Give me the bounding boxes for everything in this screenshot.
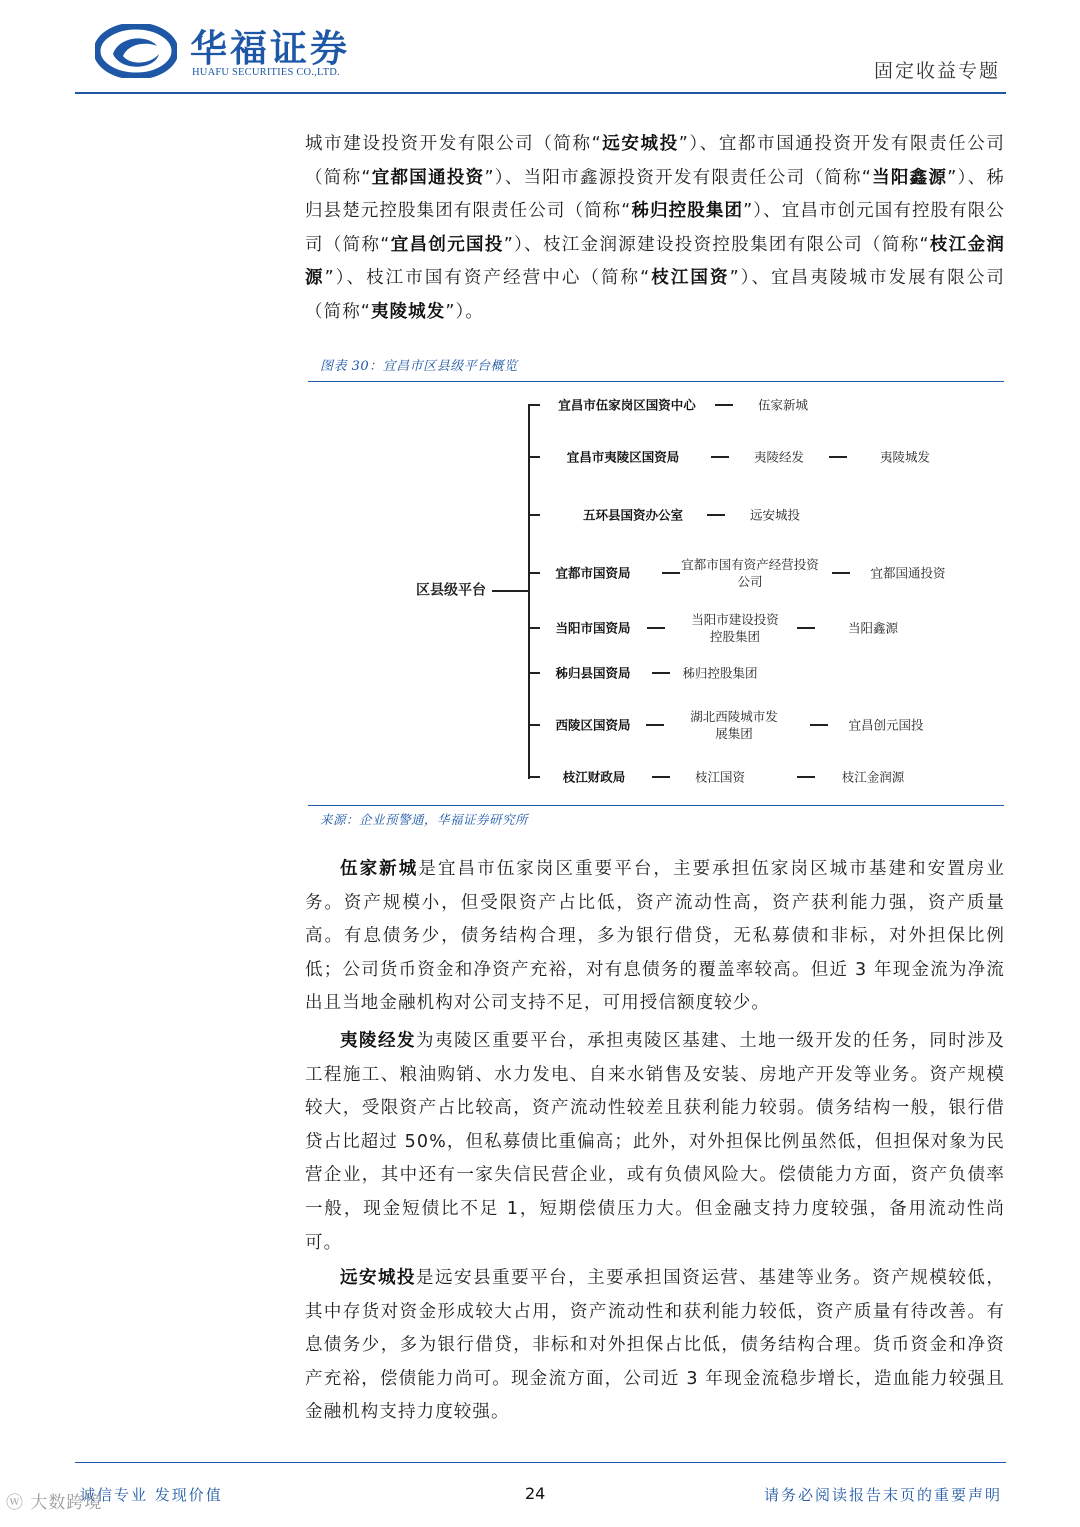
tree-link-dash	[646, 724, 664, 726]
tree-parent-node: 西陵区国资局	[555, 717, 631, 733]
tree-link-dash	[711, 456, 729, 458]
tree-root-node: 区县级平台	[416, 582, 486, 599]
tree-branch-connector	[528, 456, 540, 458]
tree-child-node: 枝江国资	[694, 769, 746, 785]
tree-branch-connector	[528, 514, 540, 516]
brand-name-cn: 华福证券	[190, 26, 350, 70]
tree-link-dash	[829, 456, 847, 458]
figure-top-rule	[308, 381, 1004, 382]
tree-child-node: 湖北西陵城市发 展集团	[690, 709, 778, 741]
paragraph-yiling: 夷陵经发为夷陵区重要平台，承担夷陵区基建、土地一级开发的任务，同时涉及工程施工、粮油购销、水力发电、自来水销售及安装、房地产开发等业务。资产规模较大，受限资产占比较高，资产流动性较差且获利能力较弱。债务结构一般，银行借贷占比超过 50%，但私募债比重偏高；此外，对外担保比例虽然低，但担保对象为民营企业，其中还有一家失信民营企业，或有负债风险大。偿债能力方面，资产负债率一般，现金短债比不足 1，短期偿债压力大。但金融支持力度较强，备用流动性尚可。	[305, 1031, 1005, 1253]
tree-child-node: 夷陵经发	[753, 449, 805, 465]
tree-parent-node: 宜都市国资局	[555, 565, 631, 581]
tree-parent-node: 当阳市国资局	[555, 620, 631, 636]
header-divider	[75, 92, 1006, 94]
section-title: 固定收益专题	[873, 60, 1000, 82]
watermark: ⓦ 大数跨境	[6, 1493, 103, 1513]
tree-link-dash	[797, 776, 815, 778]
brand-name-en: HUAFU SECURITIES CO.,LTD.	[192, 67, 340, 78]
tree-branch-connector	[528, 776, 540, 778]
tree-parent-node: 五环县国资办公室	[582, 507, 684, 523]
figure-caption: 图表 30：宜昌市区县级平台概览	[320, 359, 518, 374]
tree-child-node: 夷陵城发	[879, 449, 931, 465]
tree-parent-node: 秭归县国资局	[555, 665, 631, 681]
tree-branch-connector	[528, 404, 540, 406]
tree-child-node: 当阳市建设投资 控股集团	[691, 612, 779, 644]
tree-parent-node: 宜昌市伍家岗区国资中心	[558, 397, 696, 413]
tree-link-dash	[662, 572, 680, 574]
paragraph-wujia: 伍家新城是宜昌市伍家岗区重要平台，主要承担伍家岗区城市基建和安置房业务。资产规模小，但受限资产占比低，资产流动性高，资产获利能力强，资产质量高。有息债务少，债务结构合理，多为银行借贷，无私募债和非标，对外担保比例低；公司货币资金和净资产充裕，对有息债务的覆盖率较高。但近 3 年现金流为净流出且当地金融机构对公司支持不足，可用授信额度较少。	[305, 859, 1005, 1014]
tree-parent-node: 宜昌市夷陵区国资局	[566, 449, 680, 465]
tree-link-dash	[797, 627, 815, 629]
tree-root-connector	[492, 590, 528, 592]
tree-link-dash	[652, 776, 670, 778]
tree-child-node: 当阳鑫源	[847, 620, 899, 636]
tree-child-node: 秭归控股集团	[682, 665, 758, 681]
tree-link-dash	[647, 627, 665, 629]
paragraph-yuanan: 远安城投是远安县重要平台，主要承担国资运营、基建等业务。资产规模较低，其中存货对资金形成较大占用，资产流动性和获利能力较低，资产质量有待改善。有息债务少，多为银行借贷，非标和对外担保占比低，债务结构合理。货币资金和净资产充裕，偿债能力尚可。现金流方面，公司近 3 年现金流稳步增长，造血能力较强且金融机构支持力度较强。	[305, 1268, 1005, 1423]
tree-child-node: 枝江金润源	[841, 769, 905, 785]
figure-source: 来源：企业预警通，华福证券研究所	[320, 812, 529, 827]
footer-slogan: 诚信专业 发现价值	[80, 1486, 223, 1504]
tree-parent-node: 枝江财政局	[562, 769, 626, 785]
tree-trunk	[528, 405, 530, 779]
tree-child-node: 宜都市国有资产经营投资 公司	[681, 557, 819, 589]
tree-child-node: 宜都国通投资	[870, 565, 946, 581]
tree-child-node: 宜昌创元国投	[848, 717, 924, 733]
tree-branch-connector	[528, 572, 540, 574]
page-number: 24	[525, 1484, 546, 1503]
tree-link-dash	[715, 404, 733, 406]
tree-child-node: 伍家新城	[757, 397, 809, 413]
tree-child-node: 远安城投	[749, 507, 801, 523]
platform-tree-diagram	[300, 385, 1010, 803]
footer-divider	[75, 1462, 1006, 1463]
tree-branch-connector	[528, 627, 540, 629]
figure-bottom-rule	[308, 805, 1004, 806]
tree-link-dash	[810, 724, 828, 726]
tree-link-dash	[707, 514, 725, 516]
footer-disclaimer: 请务必阅读报告末页的重要声明	[763, 1486, 1002, 1504]
tree-branch-connector	[528, 672, 540, 674]
tree-link-dash	[652, 672, 670, 674]
huafu-logo-icon	[95, 24, 177, 78]
tree-branch-connector	[528, 724, 540, 726]
intro-paragraph: 城市建设投资开发有限公司（简称“远安城投”）、宜都市国通投资开发有限责任公司（简称“宜都国通投资”）、当阳市鑫源投资开发有限责任公司（简称“当阳鑫源”）、秭归县楚元控股集团有限责任公司（简称“秭归控股集团”）、宜昌市创元国有控股有限公司（简称“宜昌创元国投”）、枝江金润源建设投资控股集团有限公司（简称“枝江金润源”）、枝江市国有资产经营中心（简称“枝江国资”）、宜昌夷陵城市发展有限公司（简称“夷陵城发”）。	[305, 134, 1006, 322]
tree-link-dash	[832, 572, 850, 574]
